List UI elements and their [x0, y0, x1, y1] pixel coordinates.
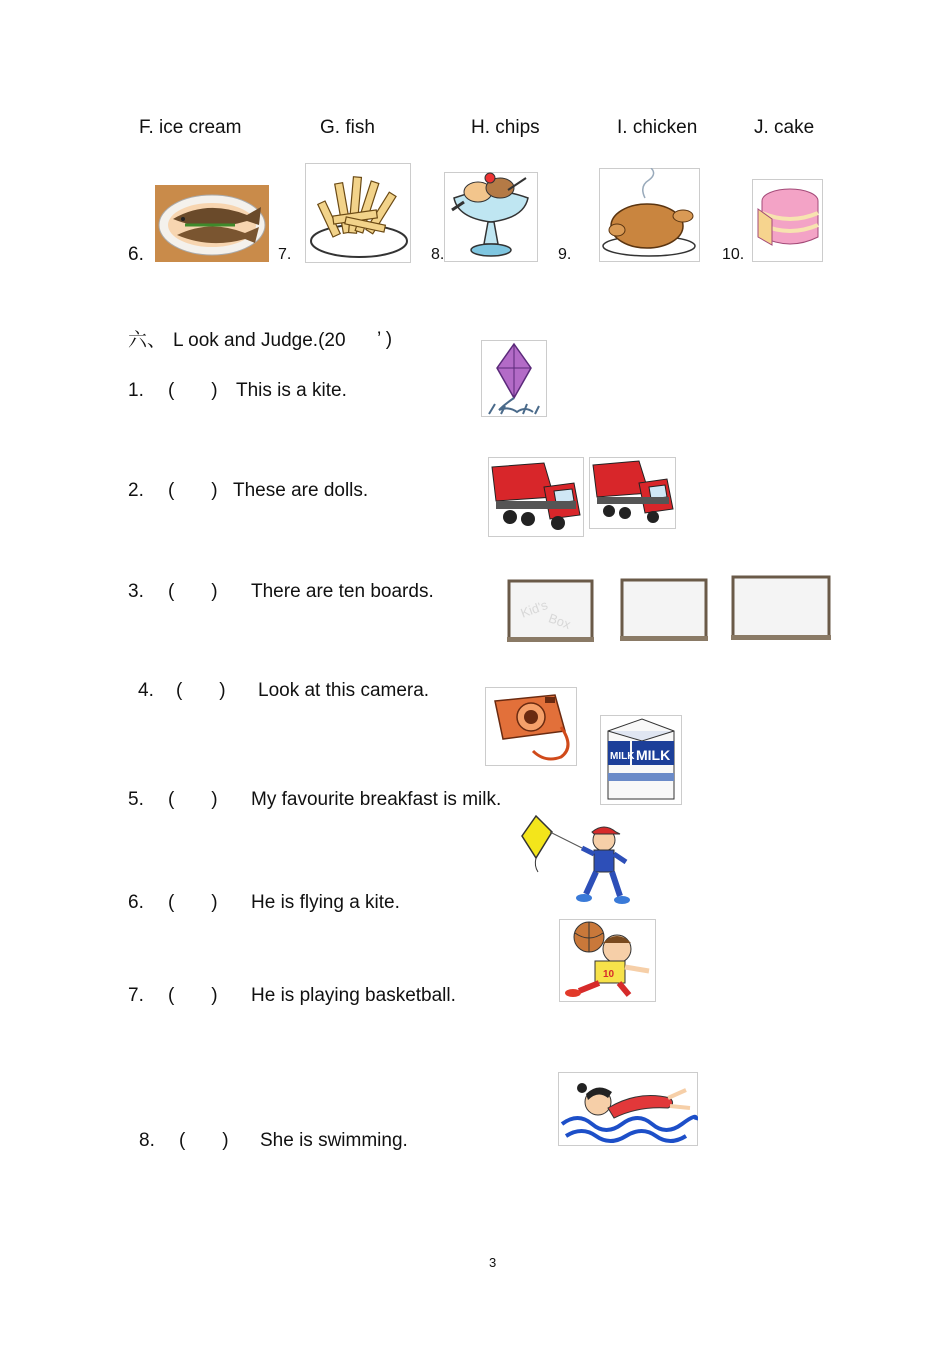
- question-1-text: This is a kite.: [236, 380, 347, 401]
- option-fish: G. fish: [320, 117, 375, 138]
- question-3-text: There are ten boards.: [251, 581, 434, 602]
- truck-picture-1: [488, 457, 584, 537]
- fish-dish-picture: [155, 185, 269, 262]
- question-6-answer-blank[interactable]: ( ): [168, 892, 218, 913]
- question-7-answer-blank[interactable]: ( ): [168, 985, 218, 1006]
- question-3-number: 3.: [128, 581, 144, 602]
- camera-picture: [485, 687, 577, 766]
- option-chicken: I. chicken: [617, 117, 698, 138]
- chips-picture: [305, 163, 411, 263]
- page-number: 3: [489, 1255, 497, 1270]
- board-watermark-kids: Kid's: [518, 597, 550, 621]
- kite-picture: [481, 340, 547, 417]
- option-ice-cream: F. ice cream: [139, 117, 242, 138]
- board-picture-2: [620, 578, 708, 643]
- question-4-number: 4.: [138, 680, 154, 701]
- girl-swimming-picture: [558, 1072, 698, 1146]
- match-number-9: 9.: [558, 246, 572, 263]
- match-number-8: 8.: [431, 246, 445, 263]
- question-7-text: He is playing basketball.: [251, 985, 456, 1006]
- roast-chicken-picture: [599, 168, 700, 262]
- question-4-answer-blank[interactable]: ( ): [176, 680, 226, 701]
- question-4-text: Look at this camera.: [258, 680, 430, 701]
- question-8-answer-blank[interactable]: ( ): [179, 1130, 229, 1151]
- milk-carton-picture: [600, 715, 682, 805]
- milk-label-left: MILK: [610, 751, 635, 762]
- question-6-text: He is flying a kite.: [251, 892, 400, 913]
- question-3-answer-blank[interactable]: ( ): [168, 581, 218, 602]
- match-number-6: 6.: [128, 244, 144, 265]
- boy-basketball-picture: [559, 919, 656, 1002]
- question-1-number: 1.: [128, 380, 144, 401]
- section-marks: ’ ): [377, 329, 393, 350]
- question-7-number: 7.: [128, 985, 144, 1006]
- boy-flying-kite-picture: [520, 814, 633, 908]
- question-6-number: 6.: [128, 892, 144, 913]
- jersey-number: 10: [603, 969, 615, 980]
- question-5-text: My favourite breakfast is milk.: [251, 789, 502, 810]
- ice-cream-picture: [444, 172, 538, 262]
- question-8-number: 8.: [139, 1130, 155, 1151]
- option-cake: J. cake: [754, 117, 815, 138]
- section-title: L ook and Judge.(20: [173, 330, 346, 351]
- board-picture-3: [731, 575, 831, 642]
- match-number-7: 7.: [278, 246, 292, 263]
- question-1-answer-blank[interactable]: ( ): [168, 380, 218, 401]
- cake-picture: [752, 179, 823, 262]
- question-2-answer-blank[interactable]: ( ): [168, 480, 218, 501]
- question-8-text: She is swimming.: [260, 1130, 408, 1151]
- milk-label-right: MILK: [636, 747, 671, 763]
- question-5-number: 5.: [128, 789, 144, 810]
- section-number: 六、: [128, 330, 167, 351]
- question-5-answer-blank[interactable]: ( ): [168, 789, 218, 810]
- question-2-text: These are dolls.: [233, 480, 369, 501]
- option-chips: H. chips: [471, 117, 540, 138]
- question-2-number: 2.: [128, 480, 144, 501]
- board-watermark-box: Box: [546, 610, 573, 633]
- board-picture-1: [507, 579, 594, 644]
- truck-picture-2: [589, 457, 676, 529]
- match-number-10: 10.: [722, 246, 745, 263]
